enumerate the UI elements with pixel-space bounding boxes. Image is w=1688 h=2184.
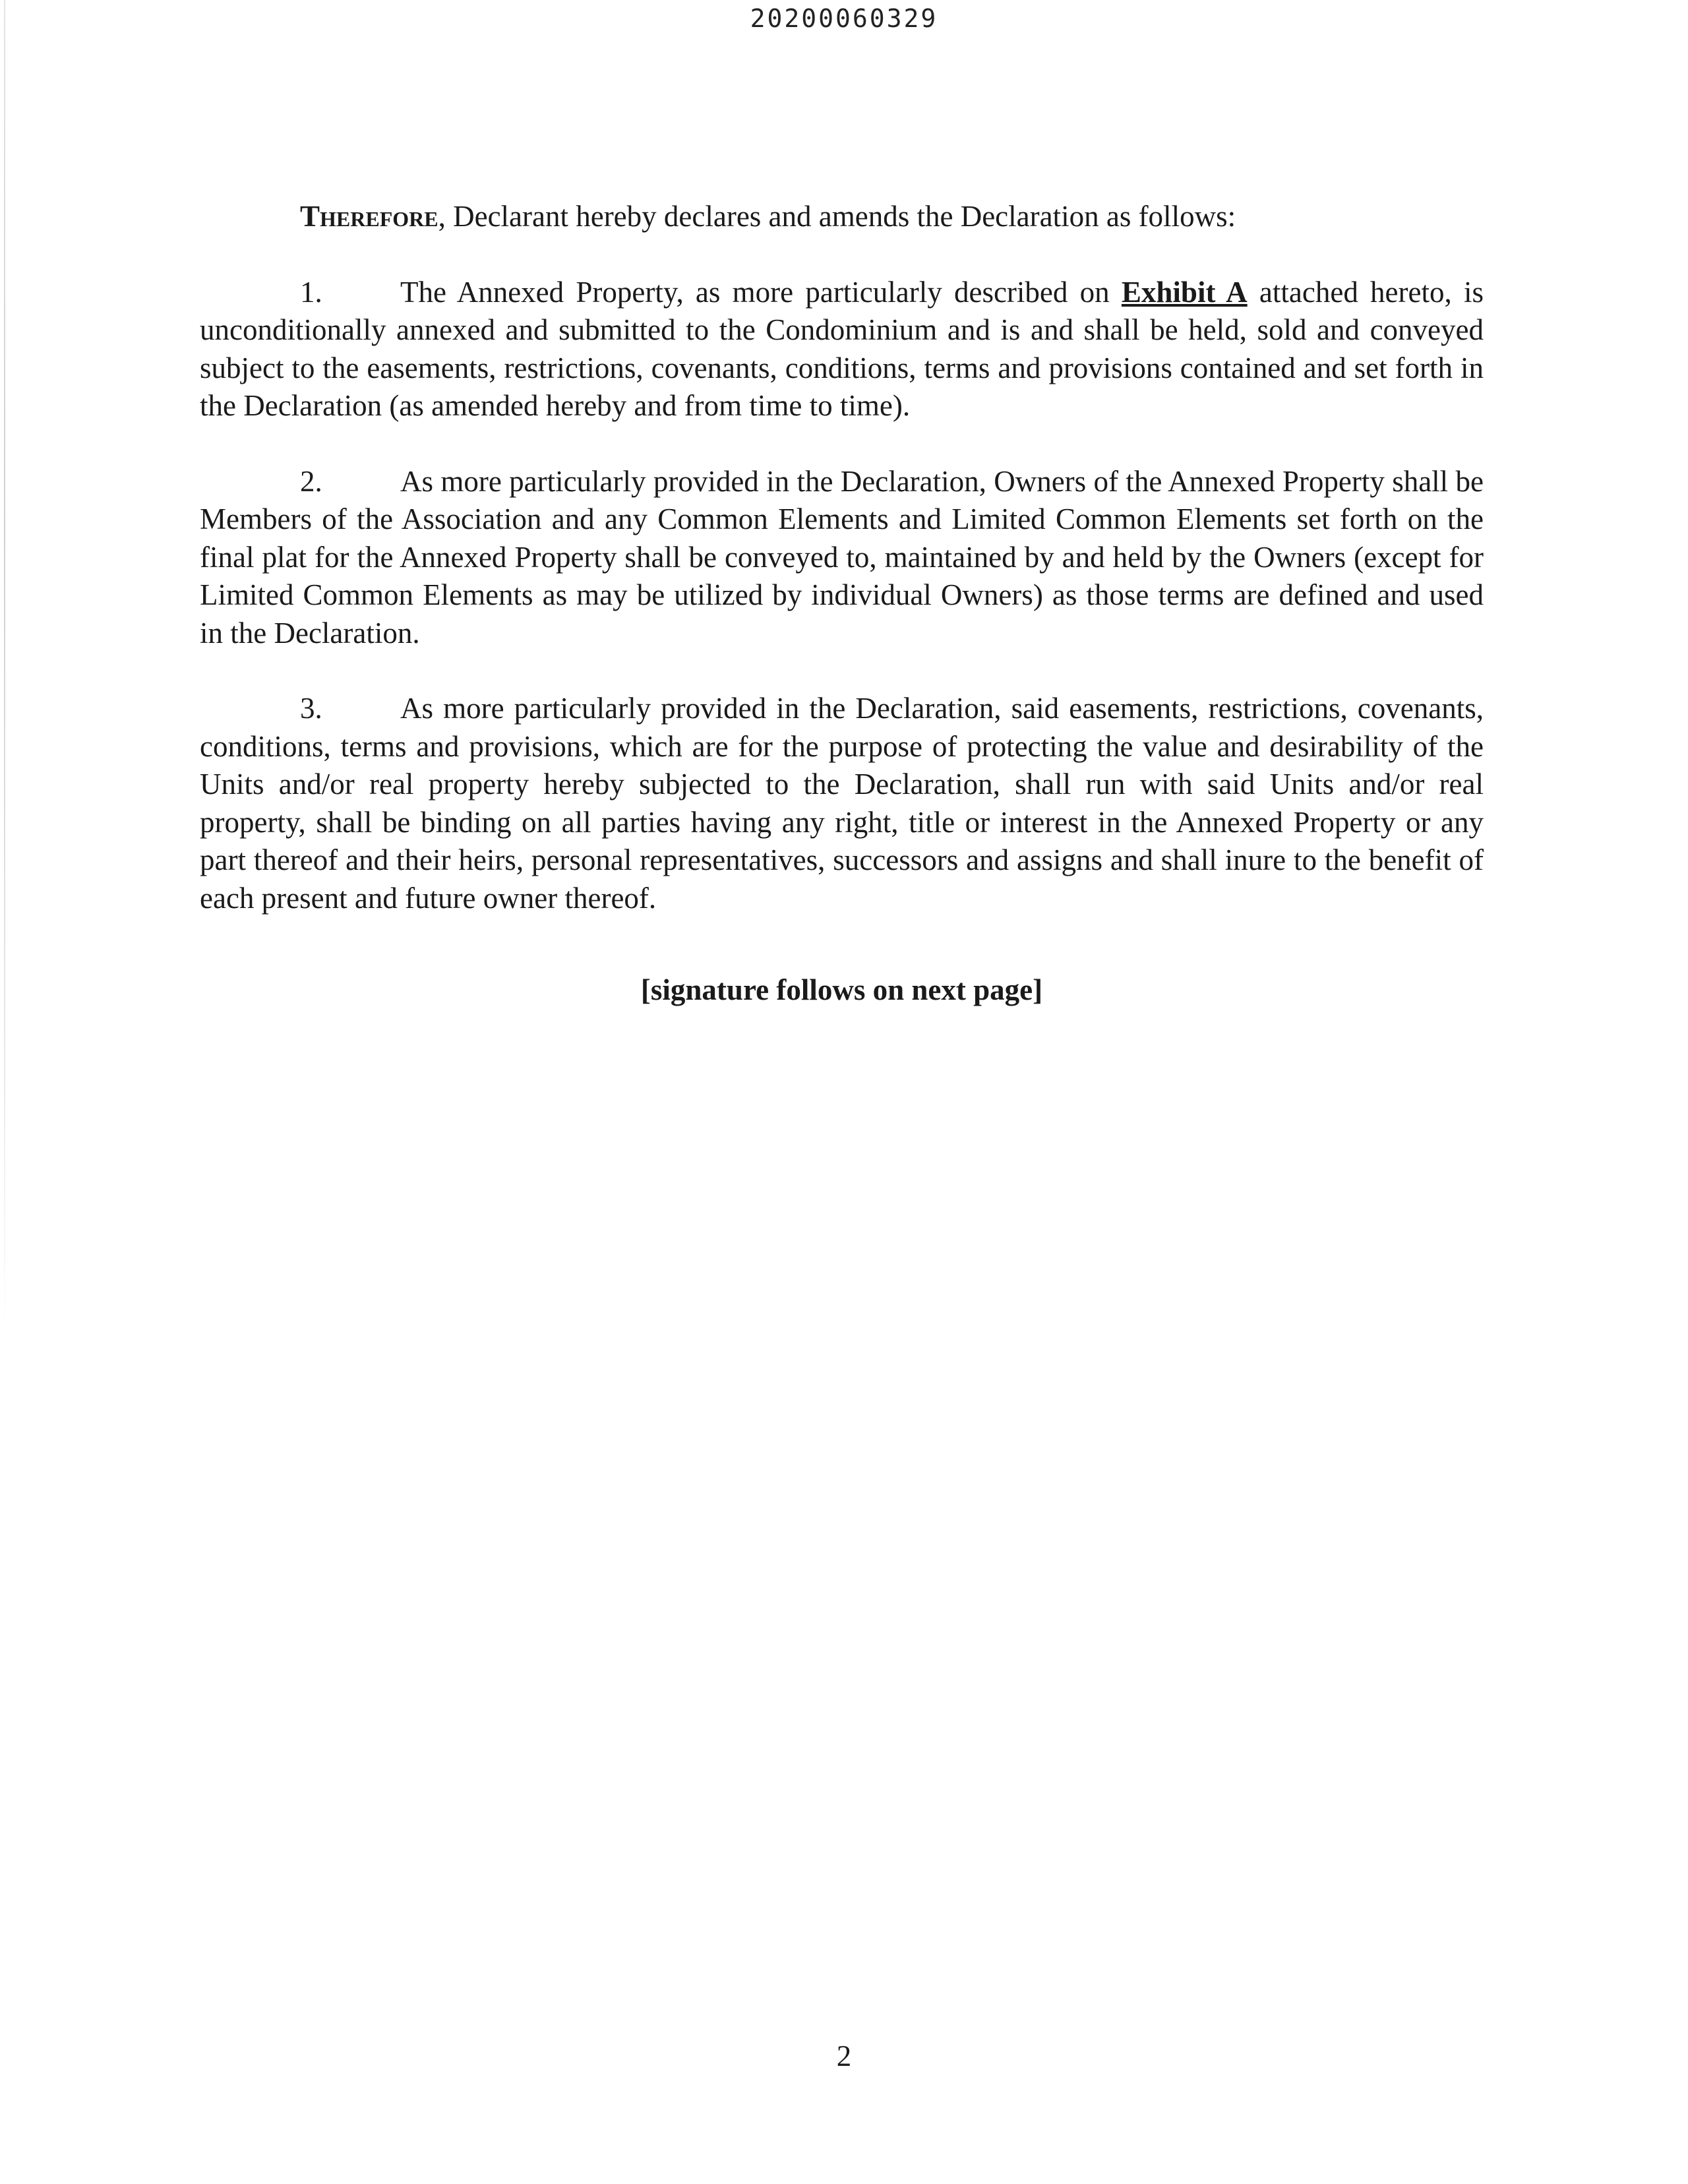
therefore-paragraph [200, 198, 1484, 236]
paragraph-text: As more particularly provided in the Declaration, Owners of the Annexed Property shall be Members of the Association and any Common Elements and Limited Common Elements set forth on the final plat for the Annexed Property shall be conveyed to, maintained by and held by the Owners (except for Limited Common Elements as may be utilized by individual Owners) as those terms are defined and used in the Declaration. [200, 464, 1484, 650]
numbered-paragraph-3 [200, 690, 1484, 917]
scan-edge-shadow [4, 0, 5, 1332]
document-number: 20200060329 [750, 4, 938, 33]
page-number: 2 [836, 2040, 852, 2073]
paragraph-text: As more particularly provided in the Declaration, said easements, restrictions, covenants, conditions, terms and provisions, which are for the purpose of protecting the value and desirability of the Units and/or real property hereby subjected to the Declaration, shall run with said Units and/or real property, shall be binding on all parties having any right, title or interest in the Annexed Property or any part thereof and their heirs, personal representatives, successors and assigns and shall inure to the benefit of each present and future owner thereof. [200, 692, 1484, 915]
paragraph-number: 3. [300, 692, 322, 725]
exhibit-a-reference: Exhibit A [1121, 275, 1248, 309]
numbered-paragraph-1 [200, 274, 1484, 425]
numbered-paragraph-2 [200, 463, 1484, 653]
paragraph-number: 1. [300, 275, 322, 309]
signature-note: [signature follows on next page] [640, 973, 1043, 1006]
paragraph-text: The Annexed Property, as more particularly described on [400, 275, 1122, 309]
therefore-lead: Therefore [300, 200, 438, 233]
document-body [200, 198, 1484, 1010]
paragraph-text: attached hereto, is unconditionally annexed and submitted to the Condominium and is and shall be held, sold and conveyed subject to the easements, restrictions, covenants, conditions, terms and provisions contained and set forth in the Declaration (as amended hereby and from time to time). [200, 275, 1484, 422]
paragraph-number: 2. [300, 464, 322, 498]
therefore-text: , Declarant hereby declares and amends the Declaration as follows: [438, 200, 1236, 233]
